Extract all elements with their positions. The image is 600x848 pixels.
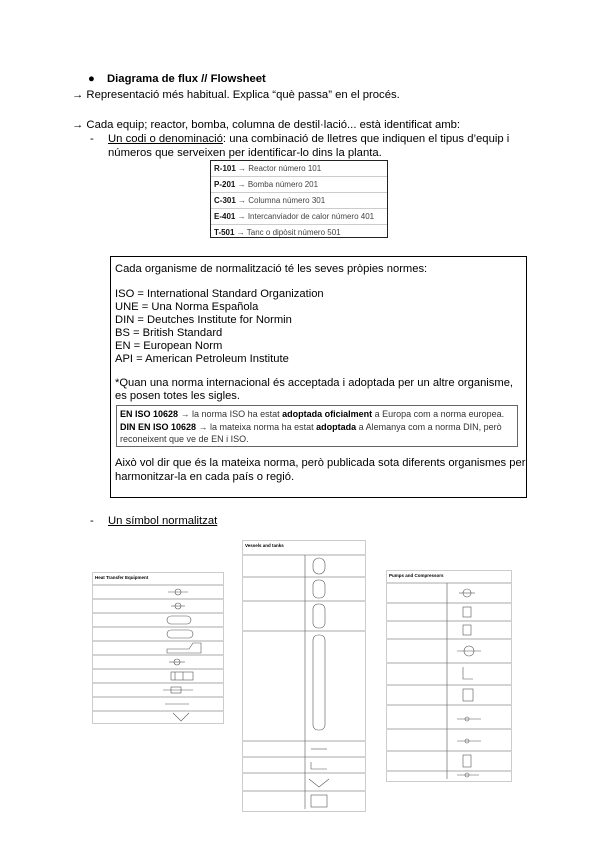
org-api: API = American Petroleum Institute: [115, 353, 289, 365]
code-row: R-101 → Reactor número 101: [211, 161, 387, 177]
note-line1: *Quan una norma internacional és acceptada i adoptada per un altre organisme,: [115, 377, 514, 389]
org-bs: BS = British Standard: [115, 327, 223, 339]
conclusion-line1: Això vol dir que és la mateixa norma, però publicada sota diferents organismes per: [115, 457, 526, 469]
pump-symbols-icon: [387, 581, 511, 779]
org-une: UNE = Una Norma Española: [115, 301, 259, 313]
norm-examples: [116, 405, 518, 447]
heading-title: Diagrama de flux // Flowsheet: [107, 73, 266, 85]
org-din: DIN = Deutches Institute for Normin: [115, 314, 292, 326]
item1-rest2: números que serveixen per identificar-lo dins la planta.: [108, 147, 382, 159]
item1-dash: -: [90, 133, 94, 145]
panel-title: Pumps and Compressors: [389, 573, 444, 578]
symbols-pumps-compressors: [386, 570, 512, 782]
item1-term: Un codi o denominació: [108, 133, 223, 145]
symbols-vessels-tanks: [242, 540, 366, 812]
code-row: P-201 → Bomba número 201: [211, 177, 387, 193]
panel-title: Heat Transfer Equipment: [95, 575, 149, 580]
heading-bullet: ●: [88, 73, 95, 85]
intro-line: → Representació més habitual. Explica “què passa” en el procés.: [72, 89, 400, 101]
code-row: C-301 → Columna número 301: [211, 193, 387, 209]
item1-text: [108, 132, 509, 146]
conclusion-line2: harmonitzar-la en cada país o regió.: [115, 471, 295, 483]
note-line2: es posen totes les sigles.: [115, 390, 240, 402]
org-iso: ISO = International Standard Organization: [115, 288, 324, 300]
heat-transfer-symbols-icon: [93, 583, 223, 723]
example-din-cont: reconeixent que ve de EN i ISO.: [120, 434, 249, 444]
item1-rest: : una combinació de lletres que indiquen el tipus d’equip i: [222, 133, 510, 145]
panel-title: Vessels and tanks: [245, 543, 284, 548]
codes-table: [210, 160, 388, 238]
example-din-en-iso: DIN EN ISO 10628 → la mateixa norma ha estat adoptada a Alemanya com a norma DIN, però: [120, 421, 502, 432]
code-row: T-501 → Tanc o dipòsit número 501: [214, 228, 341, 237]
standards-box: [110, 256, 527, 498]
example-en-iso: EN ISO 10628 → la norma ISO ha estat adoptada oficialment a Europa com a norma europea.: [120, 409, 505, 419]
box-intro: Cada organisme de normalització té les seves pròpies normes:: [115, 263, 428, 275]
item2-term: Un símbol normalitzat: [108, 515, 218, 527]
code-row: E-401 → Intercanviador de calor número 401: [211, 209, 387, 225]
equipment-line: → Cada equip; reactor, bomba, columna de destil·lació... està identificat amb:: [72, 119, 461, 131]
vessel-symbols-icon: [243, 551, 365, 809]
org-en: EN = European Norm: [115, 340, 223, 352]
item2-dash: -: [90, 515, 94, 527]
symbols-heat-transfer: [92, 572, 224, 724]
